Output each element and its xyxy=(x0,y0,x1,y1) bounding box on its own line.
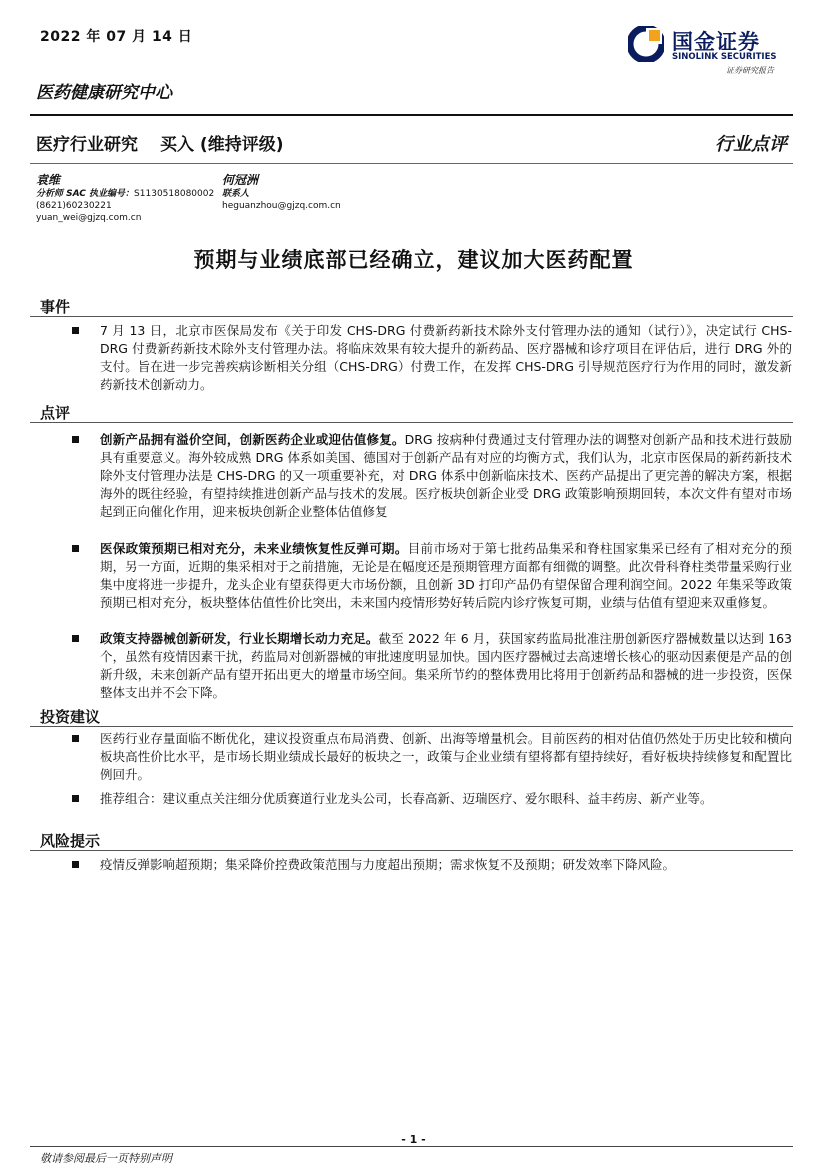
report-headline: 预期与业绩底部已经确立，建议加大医药配置 xyxy=(193,247,634,272)
section-divider xyxy=(30,422,793,423)
section-divider xyxy=(30,726,793,727)
bullet-square-icon xyxy=(72,795,79,802)
section-divider xyxy=(30,850,793,851)
research-line xyxy=(36,130,283,155)
section-title-investment: 投资建议 xyxy=(40,708,101,726)
item-text: 截至 2022 年 6 月，获国家药监局批准注册创新医疗器械数量以达到 163 个，虽然有疫情因素干扰，药监局对创新器械的审批速度明显加快。国内医疗器械过去高速增长核心的驱动因素便是产品的创新升级，未来创新产品有望开拓出更大的增量市场空间。集采所节约的整体费用比将用于创新药品和器械的进一步投资，医保整体支出并不会下降。 xyxy=(100,631,792,700)
footer-divider xyxy=(30,1146,793,1147)
analyst-phone: (8621)60230221 xyxy=(36,201,112,211)
report-date: 2022 年 07 月 14 日 xyxy=(40,29,193,45)
list-item xyxy=(72,790,792,808)
rating-label: 买入 (维持评级) xyxy=(160,135,284,155)
sinolink-logo-icon xyxy=(628,26,664,62)
item-text: 疫情反弹影响超预期；集采降价控费政策范围与力度超出预期；需求恢复不及预期；研发效率下降风险。 xyxy=(100,857,676,872)
item-text: 7 月 13 日，北京市医保局发布《关于印发 CHS-DRG 付费新药新技术除外支付管理办法的通知（试行）》，决定试行 CHS-DRG 付费新药新技术除外支付管理办法。将临床效果有较大提升的新药品、医疗器械和诊疗项目在评估后，进行 DRG 外的支付。旨在进一步完善疾病诊断相关分组（CHS-DRG）付费工作，在发挥 CHS-DRG 引导规范医疗行为作用的同时，激发新药新技术创新动力。 xyxy=(100,323,792,392)
list-item xyxy=(72,322,792,394)
logo-subtitle: 证券研究报告 xyxy=(726,66,774,75)
bullet-square-icon xyxy=(72,545,79,552)
item-text: 目前市场对于第七批药品集采和脊柱国家集采已经有了相对充分的预期，另一方面，近期的集采相对于之前措施，无论是在幅度还是预期管理方面都有细微的调整。此次骨科脊柱类带量采购行业集中度将进一步提升，龙头企业有望获得更大市场份额，且创新 3D 打印产品仍有望保留合理利润空间。2022 年集采等政策预期已相对充分，板块整体估值性价比突出，未来国内疫情形势好转后院内诊疗恢复可期，业绩与估值有望迎来双重修复。 xyxy=(100,541,792,610)
logo-chinese-name: 国金证券 xyxy=(672,30,760,54)
list-item xyxy=(72,540,792,612)
section-title-event: 事件 xyxy=(40,298,71,316)
industry-research-title: 医疗行业研究 xyxy=(36,135,138,155)
research-center-name: 医药健康研究中心 xyxy=(36,83,172,103)
item-text: 推荐组合：建议重点关注细分优质赛道行业龙头公司，长春高新、迈瑞医疗、爱尔眼科、益丰药房、新产业等。 xyxy=(100,791,713,806)
footer-disclaimer[interactable]: 敬请参阅最后一页特别声明 xyxy=(40,1152,172,1165)
analyst-contact xyxy=(222,172,341,212)
license-label: 分析师 SAC 执业编号： xyxy=(36,189,135,199)
contact-name: 何冠洲 xyxy=(222,173,259,187)
license-number: S1130518080002 xyxy=(134,189,215,199)
list-item xyxy=(72,431,792,521)
bullet-square-icon xyxy=(72,735,79,742)
list-item xyxy=(72,630,792,702)
bullet-square-icon xyxy=(72,635,79,642)
contact-email[interactable]: heguanzhou@gjzq.com.cn xyxy=(222,201,341,211)
section-title-risk: 风险提示 xyxy=(40,832,101,850)
item-text: DRG 按病种付费通过支付管理办法的调整对创新产品和技术进行鼓励具有重要意义。海外较成熟 DRG 体系如美国、德国对于创新产品有对应的均衡方式，我们认为，北京市医保局的新药新技术除外支付管理办法是 CHS-DRG 的又一项重要补充，对 DRG 体系中创新临床技术、医药产品提出了更完善的解决方案，根据海外的既往经验，有望持续推进创新产品与技术的发展。医疗板块创新企业受 DRG 政策影响预期回转，本次文件有望对市场起到正向催化作用，迎来板块创新企业整体估值修复 xyxy=(100,432,792,519)
item-bold-lead: 创新产品拥有溢价空间，创新医药企业或迎估值修复。 xyxy=(100,432,405,447)
item-bold-lead: 医保政策预期已相对充分，未来业绩恢复性反弹可期。 xyxy=(100,541,408,556)
section-divider xyxy=(30,316,793,317)
company-logo xyxy=(628,24,788,76)
section-title-comment: 点评 xyxy=(40,404,71,422)
research-divider xyxy=(30,163,793,164)
analyst-primary xyxy=(36,172,214,224)
report-type-label: 行业点评 xyxy=(715,134,787,155)
item-text: 医药行业存量面临不断优化，建议投资重点布局消费、创新、出海等增量机会。目前医药的相对估值仍然处于历史比较和横向板块高性价比水平，是市场长期业绩成长最好的板块之一，政策与企业业绩有望将都有望持续好，看好板块持续修复和配置比例回升。 xyxy=(100,731,792,782)
analyst-email[interactable]: yuan_wei@gjzq.com.cn xyxy=(36,213,142,223)
contact-role: 联系人 xyxy=(222,189,250,199)
list-item xyxy=(72,856,792,874)
bullet-square-icon xyxy=(72,327,79,334)
list-item xyxy=(72,730,792,784)
item-bold-lead: 政策支持器械创新研发，行业长期增长动力充足。 xyxy=(100,631,379,646)
bullet-square-icon xyxy=(72,436,79,443)
bullet-square-icon xyxy=(72,861,79,868)
analyst-name: 袁维 xyxy=(36,173,61,187)
logo-english-name: SINOLINK SECURITIES xyxy=(672,52,777,62)
page-number: - 1 - xyxy=(401,1133,426,1146)
header-divider xyxy=(30,114,793,116)
